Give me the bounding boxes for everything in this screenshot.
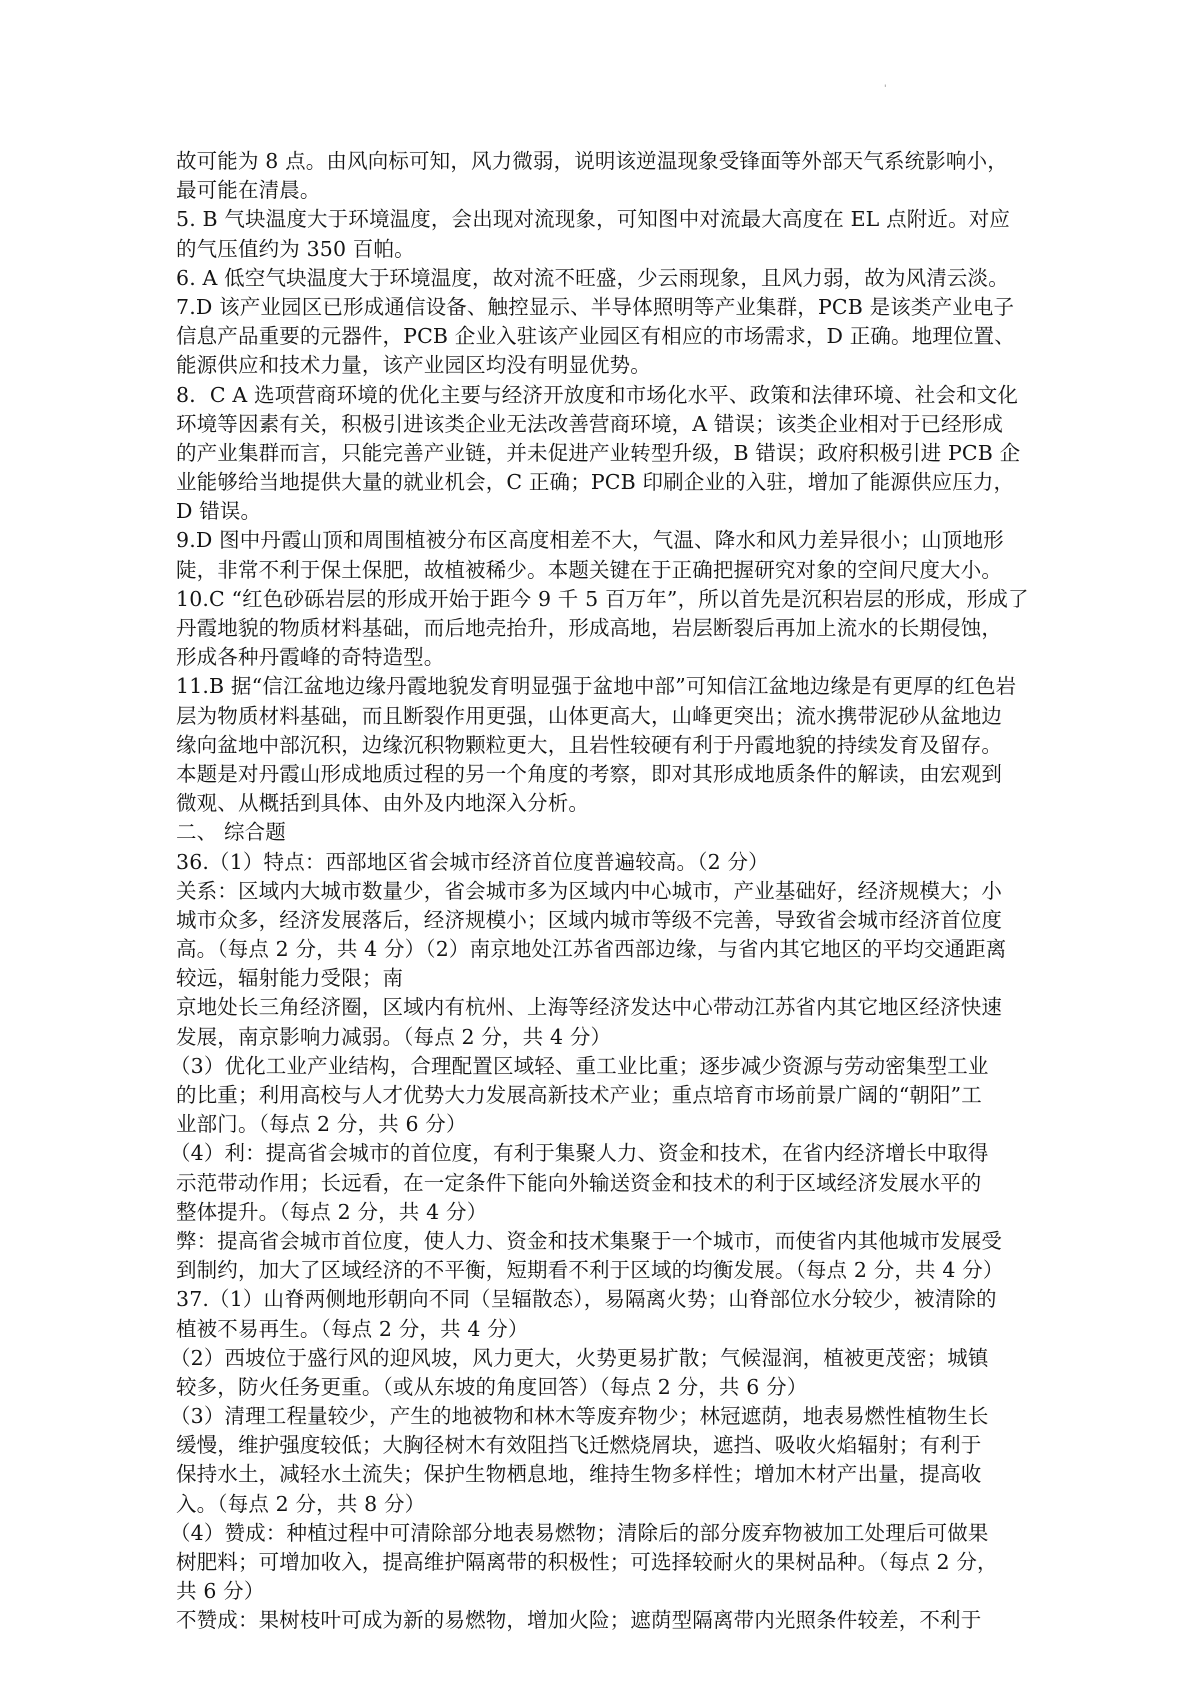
text-line: 8．C A 选项营商环境的优化主要与经济开放度和市场化水平、政策和法律环境、社会和文化	[176, 382, 1019, 407]
text-line: 5. B 气块温度大于环境温度，会出现对流现象，可知图中对流最大高度在 EL 点附近。对应	[176, 207, 1011, 232]
text-line: 到制约，加大了区域经济的不平衡，短期看不利于区域的均衡发展。（每点 2 分，共 4 分）	[176, 1258, 1004, 1283]
text-line: 发展，南京影响力减弱。（每点 2 分，共 4 分）	[176, 1024, 612, 1049]
text-line: 京地处长三角经济圈，区域内有杭州、上海等经济发达中心带动江苏省内其它地区经济快速	[176, 995, 1002, 1020]
text-line: 的气压值约为 350 百帕。	[176, 236, 415, 261]
text-line: 的比重；利用高校与人才优势大力发展高新技术产业；重点培育市场前景广阔的“朝阳”工	[176, 1083, 982, 1107]
text-line: 不赞成：果树枝叶可成为新的易燃物，增加火险；遮荫型隔离带内光照条件较差，不利于	[176, 1608, 982, 1633]
text-line: 弊：提高省会城市首位度，使人力、资金和技术集聚于一个城市，而使省内其他城市发展受	[176, 1228, 1002, 1253]
top-mark: '	[884, 84, 887, 94]
text-line: （3）清理工程量较少，产生的地被物和林木等废弃物少；林冠遮荫，地表易燃性植物生长	[170, 1404, 989, 1429]
text-line: 缘向盆地中部沉积，边缘沉积物颗粒更大，且岩性较硬有利于丹霞地貌的持续发育及留存。	[176, 732, 1002, 757]
text-line: 二、 综合题	[176, 820, 286, 845]
text-line: 形成各种丹霞峰的奇特造型。	[176, 645, 445, 670]
answer-text-block	[170, 147, 1046, 1636]
text-line: 本题是对丹霞山形成地质过程的另一个角度的考察，即对其形成地质条件的解读，由宏观到	[176, 761, 1002, 786]
text-line: 能源供应和技术力量，该产业园区均没有明显优势。	[176, 353, 651, 378]
text-line: 7.D 该产业园区已形成通信设备、触控显示、半导体照明等产业集群，PCB 是该类产业电子	[176, 294, 1015, 319]
text-line: （4）赞成：种植过程中可清除部分地表易燃物；清除后的部分废弃物被加工处理后可做果	[170, 1520, 989, 1545]
text-line: 示范带动作用；长远看，在一定条件下能向外输送资金和技术的利于区域经济发展水平的	[176, 1170, 982, 1195]
text-line: 故可能为 8 点。由风向标可知，风力微弱，说明该逆温现象受锋面等外部天气系统影响小，	[176, 149, 1008, 173]
text-line: 关系：区域内大城市数量少，省会城市多为区域内中心城市，产业基础好，经济规模大；小	[176, 878, 1002, 903]
text-line: 树肥料；可增加收入，提高维护隔离带的积极性；可选择较耐火的果树品种。（每点 2 分，	[176, 1550, 998, 1574]
text-line: 共 6 分）	[176, 1579, 265, 1604]
text-line: 整体提升。（每点 2 分，共 4 分）	[176, 1199, 488, 1224]
text-line: 业部门。（每点 2 分，共 6 分）	[176, 1112, 467, 1137]
text-line: 10.C “红色砂砾岩层的形成开始于距今 9 千 5 百万年”，所以首先是沉积岩层的形成，形成了	[176, 586, 1029, 611]
text-line: （3）优化工业产业结构，合理配置区域轻、重工业比重；逐步减少资源与劳动密集型工业	[170, 1053, 989, 1078]
text-line: 较多，防火任务更重。（或从东坡的角度回答）（每点 2 分，共 6 分）	[176, 1374, 808, 1399]
text-line: 入。（每点 2 分，共 8 分）	[176, 1491, 426, 1516]
text-line: 信息产品重要的元器件，PCB 企业入驻该产业园区有相应的市场需求，D 正确。地理位置、	[176, 324, 1015, 349]
text-line: 6. A 低空气块温度大于环境温度，故对流不旺盛，少云雨现象，且风力弱，故为风清云淡。	[176, 265, 1009, 290]
text-line: 缓慢，维护强度较低；大胸径树木有效阻挡飞迁燃烧屑块，遮挡、吸收火焰辐射；有利于	[176, 1433, 982, 1458]
text-line: （2）西坡位于盛行风的迎风坡，风力更大，火势更易扩散；气候湿润，植被更茂密；城镇	[170, 1345, 989, 1370]
text-line: 丹霞地貌的物质材料基础，而后地壳抬升，形成高地，岩层断裂后再加上流水的长期侵蚀，	[176, 616, 1002, 640]
text-line: 11.B 据“信江盆地边缘丹霞地貌发育明显强于盆地中部”可知信江盆地边缘是有更厚的红色岩	[176, 674, 1017, 699]
text-line: 环境等因素有关，积极引进该类企业无法改善营商环境，A 错误；该类企业相对于已经形成	[176, 411, 1003, 436]
text-line: 植被不易再生。（每点 2 分，共 4 分）	[176, 1316, 529, 1341]
text-line: 36.（1）特点：西部地区省会城市经济首位度普遍较高。（2 分）	[176, 849, 769, 874]
text-line: 微观、从概括到具体、由外及内地深入分析。	[176, 791, 589, 816]
text-line: 保持水土，减轻水土流失；保护生物栖息地，维持生物多样性；增加木材产出量，提高收	[176, 1462, 982, 1487]
text-line: 层为物质材料基础，而且断裂作用更强，山体更高大，山峰更突出；流水携带泥砂从盆地边	[176, 703, 1002, 728]
text-line: 城市众多，经济发展落后，经济规模小；区域内城市等级不完善，导致省会城市经济首位度	[176, 907, 1002, 932]
text-line: 高。（每点 2 分，共 4 分）（2）南京地处江苏省西部边缘，与省内其它地区的平均交通距离	[176, 937, 1007, 962]
text-line: D 错误。	[176, 499, 262, 524]
text-line: （4）利：提高省会城市的首位度，有利于集聚人力、资金和技术，在省内经济增长中取得	[170, 1141, 989, 1166]
text-line: 的产业集群而言，只能完善产业链，并未促进产业转型升级，B 错误；政府积极引进 PCB 企	[176, 440, 1021, 465]
text-line: 较远，辐射能力受限；南	[176, 966, 404, 991]
text-line: 陡，非常不利于保土保肥，故植被稀少。本题关键在于正确把握研究对象的空间尺度大小。	[176, 557, 1002, 582]
text-line: 最可能在清晨。	[176, 178, 321, 203]
text-line: 37.（1）山脊两侧地形朝向不同（呈辐散态），易隔离火势；山脊部位水分较少，被清除的	[176, 1287, 997, 1312]
text-line: 9.D 图中丹霞山顶和周围植被分布区高度相差不大，气温、降水和风力差异很小；山顶地形	[176, 528, 1004, 553]
text-line: 业能够给当地提供大量的就业机会，C 正确；PCB 印刷企业的入驻，增加了能源供应压力，	[176, 470, 1015, 495]
